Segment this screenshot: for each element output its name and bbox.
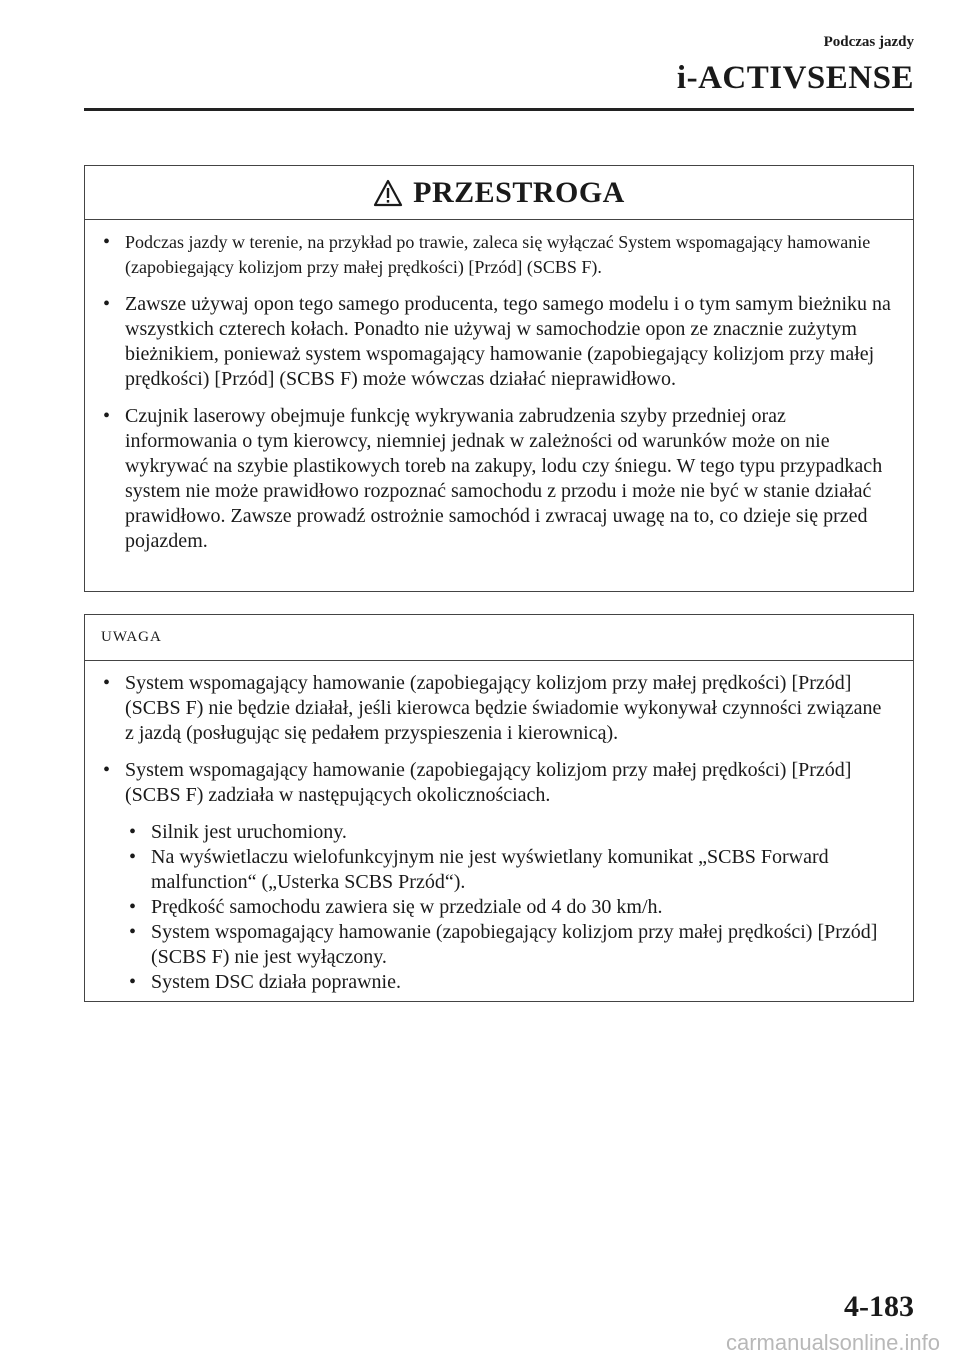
condition-item bbox=[125, 845, 895, 895]
section-title: Podczas jazdy bbox=[823, 34, 914, 50]
bullet: • bbox=[103, 759, 111, 781]
condition-text: Silnik jest uruchomiony. bbox=[151, 821, 347, 843]
condition-text: System wspomagający hamowanie (zapobiegający kolizjom przy małej prędkości) [Przód] (SCBS F) nie jest wyłączony. bbox=[151, 921, 878, 968]
warning-triangle-icon bbox=[373, 179, 403, 207]
sub-bullet: • bbox=[129, 971, 137, 993]
condition-item bbox=[125, 920, 895, 970]
watermark: carmanualsonline.info bbox=[725, 1330, 940, 1355]
bullet: • bbox=[103, 231, 111, 253]
note-item-text: System wspomagający hamowanie (zapobiegający kolizjom przy małej prędkości) [Przód] (SCBS F) nie będzie działał, jeśli kierowca będzie świadomie wykonywał czynności związane z jazdą (posługując się pedałem przyspieszenia i kierownicą). bbox=[125, 672, 882, 744]
caution-item bbox=[101, 292, 895, 392]
condition-text: Prędkość samochodu zawiera się w przedziale od 4 do 30 km/h. bbox=[151, 896, 663, 918]
note-item bbox=[101, 758, 895, 995]
caution-title: PRZESTROGA bbox=[413, 175, 625, 209]
caution-item-text: Zawsze używaj opon tego samego producenta, tego samego modelu i o tym samym bieżniku na wszystkich czterech kołach. Ponadto nie używaj w samochodzie opon ze znacznie zużytym bieżnikiem, ponieważ system wspomagający hamowanie (zapobiegający kolizjom przy małej prędkości) [Przód] (SCBS F) może wówczas działać nieprawidłowo. bbox=[125, 293, 891, 390]
bullet: • bbox=[103, 672, 111, 694]
note-box bbox=[84, 614, 914, 1002]
caution-body bbox=[85, 220, 913, 554]
page-number: 4-183 bbox=[844, 1290, 914, 1323]
caution-item-text: Podczas jazdy w terenie, na przykład po trawie, zaleca się wyłączać System wspomagający hamowanie (zapobiegający kolizjom przy małej prędkości) [Przód] (SCBS F). bbox=[125, 232, 871, 277]
sub-bullet: • bbox=[129, 821, 137, 843]
caution-box bbox=[84, 165, 914, 592]
caution-item-text: Czujnik laserowy obejmuje funkcję wykrywania zabrudzenia szyby przedniej oraz informowania o tym kierowcy, niemniej jednak w zależności od warunków może on nie wykrywać na szybie plastikowych toreb na zakupy, lodu czy śniegu. W tego typu przypadkach system nie może prawidłowo rozpoznać samochodu z przodu i może nie być w stanie działać prawidłowo. Zawsze prowadź ostrożnie samochód i zwracaj uwagę na to, co dzieje się przed pojazdem. bbox=[125, 405, 883, 552]
bullet: • bbox=[103, 293, 111, 315]
sub-bullet: • bbox=[129, 846, 137, 868]
bullet: • bbox=[103, 405, 111, 427]
caution-item bbox=[101, 404, 895, 554]
condition-item bbox=[125, 820, 895, 845]
note-item bbox=[101, 671, 895, 746]
condition-item bbox=[125, 970, 895, 995]
header-rule bbox=[84, 108, 914, 111]
note-item-text: System wspomagający hamowanie (zapobiegający kolizjom przy małej prędkości) [Przód] (SCBS F) zadziała w następujących okolicznościach. bbox=[125, 759, 852, 806]
sub-bullet: • bbox=[129, 921, 137, 943]
note-title: UWAGA bbox=[101, 629, 162, 645]
condition-text: Na wyświetlaczu wielofunkcyjnym nie jest wyświetlany komunikat „SCBS Forward malfunction“ („Usterka SCBS Przód“). bbox=[151, 846, 829, 893]
caution-item bbox=[101, 230, 895, 280]
note-body bbox=[85, 661, 913, 995]
note-header bbox=[85, 615, 913, 661]
caution-header bbox=[85, 166, 913, 220]
condition-text: System DSC działa poprawnie. bbox=[151, 971, 401, 993]
condition-list bbox=[125, 820, 895, 995]
condition-item bbox=[125, 895, 895, 920]
chapter-title: i-ACTIVSENSE bbox=[676, 60, 914, 96]
sub-bullet: • bbox=[129, 896, 137, 918]
